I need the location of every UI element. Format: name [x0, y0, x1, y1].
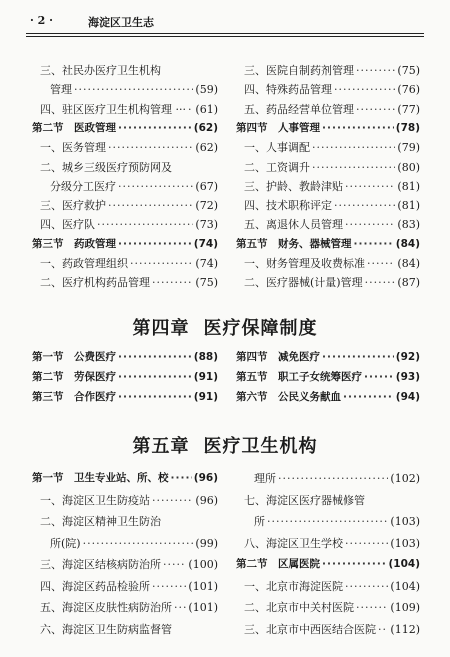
- toc-leader-dots: [356, 601, 388, 614]
- toc-entry: [244, 139, 420, 155]
- toc-page-number: (59): [195, 83, 218, 97]
- toc-entry-title: 第二节 劳保医疗: [32, 371, 116, 383]
- toc-entry: [40, 274, 218, 290]
- toc-leader-dots: [118, 238, 192, 250]
- toc-leader-dots: [334, 199, 395, 212]
- toc-entry-title: 一、北京市海淀医院: [244, 579, 343, 593]
- toc-page-number: (94): [395, 391, 420, 403]
- toc-entry: [244, 578, 420, 594]
- toc-leader-dots: [378, 623, 388, 636]
- toc-leader-dots: [152, 580, 186, 593]
- toc-entry-title: 七、海淀区医疗器械修管: [244, 493, 365, 507]
- toc-entry-title: 二、医疗机构药品管理: [40, 276, 150, 290]
- toc-entry: [244, 274, 420, 290]
- toc-entry-title: 三、护龄、教龄津贴: [244, 179, 343, 193]
- toc-section-entry: [32, 389, 218, 404]
- toc-entry-title: 二、城乡三级医疗预防网及: [40, 160, 172, 174]
- toc-page-number: (76): [397, 83, 420, 97]
- toc-entry-title: 二、工资调升: [244, 160, 310, 174]
- toc-entry-title: 四、技术职称评定: [244, 199, 332, 213]
- chapter-5-heading: [0, 432, 450, 458]
- toc-leader-dots: [83, 537, 194, 550]
- toc-entry-title: 第一节 公费医疗: [32, 351, 116, 363]
- toc-leader-dots: [365, 276, 396, 289]
- toc-leader-dots: [130, 257, 193, 270]
- toc-entry: [40, 556, 218, 572]
- toc-entry: [254, 470, 420, 486]
- toc-leader-dots: [312, 161, 395, 174]
- toc-page-number: (62): [193, 121, 218, 134]
- toc-page-number: (91): [193, 371, 218, 383]
- toc-entry: [40, 599, 218, 615]
- toc-page-number: (80): [397, 160, 420, 174]
- toc-page-number: (81): [397, 199, 420, 213]
- toc-entry-title: 第三节 合作医疗: [32, 391, 116, 403]
- toc-page-number: (91): [193, 391, 218, 403]
- toc-entry-title: 第四节 人事管理: [236, 121, 320, 134]
- toc-page-number: (104): [388, 558, 420, 570]
- toc-leader-dots: [345, 537, 388, 550]
- toc-entry-title: 第五节 职工子女统筹医疗: [236, 371, 362, 383]
- toc-entry-title: 三、社民办医疗卫生机构: [40, 64, 161, 77]
- toc-entry-title: 五、离退休人员管理: [244, 218, 343, 232]
- toc-page-number: (61): [195, 102, 218, 116]
- toc-chapter-5-right-column: [236, 470, 420, 650]
- toc-page-number: (79): [397, 141, 420, 155]
- toc-entry-title: 五、海淀区皮肤性病防治所: [40, 601, 172, 614]
- toc-entry: [40, 513, 218, 529]
- toc-entry: [244, 197, 420, 213]
- toc-page-number: (81): [397, 179, 420, 193]
- toc-section-entry: [32, 349, 218, 364]
- toc-entry-title: 三、医疗救护: [40, 199, 106, 213]
- toc-entry: [254, 513, 420, 529]
- toc-page-number: (75): [397, 64, 420, 77]
- chapter-5-title: 医疗卫生机构: [203, 436, 318, 457]
- toc-entry-title: 四、驻区医疗卫生机构管理 ···: [40, 102, 186, 116]
- toc-page-number: (93): [395, 371, 420, 383]
- toc-page-number: (103): [390, 515, 420, 528]
- toc-top-left-column: [32, 62, 218, 297]
- toc-leader-dots: [322, 122, 394, 134]
- toc-leader-dots: [188, 103, 193, 116]
- toc-page-number: (101): [188, 601, 218, 614]
- toc-page-number: (88): [193, 351, 218, 363]
- toc-entry: [50, 178, 218, 194]
- toc-entry-title: 三、医院自制药剂管理: [244, 64, 354, 77]
- toc-entry: [244, 492, 420, 508]
- toc-entry-title: 第二节 区属医院: [236, 558, 320, 570]
- toc-entry: [40, 621, 218, 637]
- toc-entry: [40, 139, 218, 155]
- toc-leader-dots: [354, 238, 394, 250]
- toc-leader-dots: [118, 180, 193, 193]
- toc-chapter-4-left-column: [32, 349, 218, 411]
- toc-page-number: (103): [390, 536, 420, 550]
- toc-entry: [40, 101, 218, 117]
- toc-page-number: (73): [195, 218, 218, 232]
- toc-entry: [40, 62, 218, 78]
- toc-entry: [40, 492, 218, 508]
- toc-page-number: (102): [390, 472, 420, 485]
- toc-entry-title: 第三节 药政管理: [32, 237, 116, 250]
- toc-entry-title: 第六节 公民义务献血: [236, 391, 341, 403]
- book-title: 海淀区卫生志: [88, 16, 154, 29]
- toc-page-number: (78): [395, 121, 420, 134]
- toc-leader-dots: [152, 276, 193, 289]
- toc-leader-dots: [118, 122, 192, 134]
- toc-leader-dots: [118, 391, 192, 403]
- toc-page-number: (84): [397, 257, 420, 270]
- toc-entry: [40, 159, 218, 175]
- toc-page-number: (87): [397, 276, 420, 290]
- toc-leader-dots: [364, 371, 394, 383]
- toc-entry: [50, 535, 218, 551]
- toc-section-entry: [236, 120, 420, 135]
- toc-section-entry: [236, 349, 420, 364]
- toc-entry-title: 管理: [50, 83, 72, 97]
- toc-entry-title: 四、特殊药品管理: [244, 83, 332, 97]
- toc-entry: [244, 159, 420, 175]
- toc-entry-title: 六、海淀区卫生防病监督管: [40, 622, 172, 636]
- toc-entry-title: 理所: [254, 472, 276, 485]
- toc-leader-dots: [345, 580, 388, 593]
- toc-page-number: (101): [188, 579, 218, 593]
- toc-page-number: (112): [390, 622, 420, 636]
- toc-entry-title: 第四节 减免医疗: [236, 351, 320, 363]
- toc-entry: [244, 599, 420, 615]
- toc-entry-title: 二、北京市中关村医院: [244, 601, 354, 614]
- toc-section-entry: [32, 120, 218, 135]
- toc-entry-title: 二、医疗器械(计量)管理: [244, 276, 363, 290]
- toc-leader-dots: [367, 257, 395, 270]
- toc-leader-dots: [343, 391, 394, 403]
- toc-page-number: (84): [395, 237, 420, 250]
- toc-entry-title: 一、财务管理及收费标准: [244, 257, 365, 270]
- toc-page-number: (77): [397, 102, 420, 116]
- toc-leader-dots: [97, 218, 193, 231]
- toc-entry: [244, 255, 420, 271]
- toc-section-entry: [236, 389, 420, 404]
- toc-leader-dots: [108, 141, 193, 154]
- toc-entry-title: 一、药政管理组织: [40, 257, 128, 270]
- toc-entry: [244, 81, 420, 97]
- toc-entry-title: 一、海淀区卫生防疫站: [40, 493, 150, 507]
- toc-leader-dots: [345, 218, 395, 231]
- toc-entry: [244, 621, 420, 637]
- toc-entry-title: 所: [254, 515, 265, 528]
- toc-leader-dots: [174, 601, 186, 614]
- toc-leader-dots: [334, 83, 395, 96]
- toc-entry-title: 第一节 卫生专业站、所、校: [32, 472, 169, 484]
- toc-entry-title: 五、药品经营单位管理: [244, 102, 354, 116]
- toc-entry-title: 一、人事调配: [244, 141, 310, 155]
- toc-entry: [40, 216, 218, 232]
- toc-page-number: (100): [188, 558, 218, 571]
- page-header: [26, 10, 424, 34]
- toc-page-number: (92): [395, 351, 420, 363]
- toc-page-number: (74): [195, 257, 218, 270]
- toc-page-number: (67): [195, 179, 218, 193]
- toc-entry-title: 八、海淀区卫生学校: [244, 536, 343, 550]
- toc-leader-dots: [118, 351, 192, 363]
- toc-entry: [244, 101, 420, 117]
- chapter-5-number: 第五章: [132, 436, 190, 457]
- toc-page-number: (96): [195, 493, 218, 507]
- toc-page-number: (104): [390, 579, 420, 593]
- toc-page-number: (62): [195, 141, 218, 155]
- toc-leader-dots: [356, 103, 395, 116]
- toc-entry: [50, 81, 218, 97]
- toc-leader-dots: [171, 472, 192, 484]
- toc-leader-dots: [322, 558, 386, 570]
- toc-entry-title: 第二节 医政管理: [32, 121, 116, 134]
- toc-section-entry: [32, 470, 218, 485]
- toc-section-entry: [32, 236, 218, 251]
- toc-entry-title: 三、北京市中西医结合医院: [244, 622, 376, 636]
- toc-entry: [244, 535, 420, 551]
- toc-page-number: (99): [195, 536, 218, 550]
- toc-page-number: (74): [193, 237, 218, 250]
- toc-leader-dots: [267, 515, 388, 528]
- toc-leader-dots: [74, 83, 193, 96]
- toc-page-number: (96): [193, 472, 218, 484]
- toc-entry-title: 一、医务管理: [40, 141, 106, 155]
- chapter-4-title: 医疗保障制度: [203, 318, 318, 339]
- toc-page-number: (72): [195, 199, 218, 213]
- toc-leader-dots: [278, 472, 388, 485]
- toc-section-entry: [32, 369, 218, 384]
- toc-entry-title: 三、海淀区结核病防治所: [40, 558, 161, 571]
- header-rule-thin: [26, 36, 424, 37]
- toc-entry-title: 四、医疗队: [40, 218, 95, 232]
- chapter-4-heading: [0, 314, 450, 340]
- toc-leader-dots: [356, 64, 395, 77]
- toc-entry: [244, 178, 420, 194]
- toc-entry: [40, 255, 218, 271]
- toc-entry: [40, 197, 218, 213]
- header-rule: [26, 33, 424, 34]
- toc-leader-dots: [163, 558, 186, 571]
- toc-leader-dots: [312, 141, 395, 154]
- toc-entry: [244, 62, 420, 78]
- toc-entry-title: 所(院): [50, 536, 81, 550]
- toc-entry-title: 二、海淀区精神卫生防治: [40, 515, 161, 528]
- toc-section-entry: [236, 236, 420, 251]
- toc-chapter-5-left-column: [32, 470, 218, 650]
- toc-page-number: (75): [195, 276, 218, 290]
- toc-entry-title: 分级分工医疗: [50, 179, 116, 193]
- toc-leader-dots: [108, 199, 193, 212]
- toc-section-entry: [236, 556, 420, 571]
- toc-page-number: (109): [390, 601, 420, 614]
- toc-leader-dots: [345, 180, 395, 193]
- toc-top-right-column: [236, 62, 420, 297]
- chapter-4-number: 第四章: [132, 318, 190, 339]
- toc-chapter-4-right-column: [236, 349, 420, 411]
- toc-entry-title: 四、海淀区药品检验所: [40, 579, 150, 593]
- toc-entry: [40, 578, 218, 594]
- toc-leader-dots: [118, 371, 192, 383]
- toc-page-number: (83): [397, 218, 420, 232]
- toc-entry-title: 第五节 财务、器械管理: [236, 237, 352, 250]
- toc-leader-dots: [152, 494, 193, 507]
- toc-section-entry: [236, 369, 420, 384]
- toc-entry: [244, 216, 420, 232]
- toc-leader-dots: [322, 351, 394, 363]
- page-number: · 2 ·: [30, 14, 53, 27]
